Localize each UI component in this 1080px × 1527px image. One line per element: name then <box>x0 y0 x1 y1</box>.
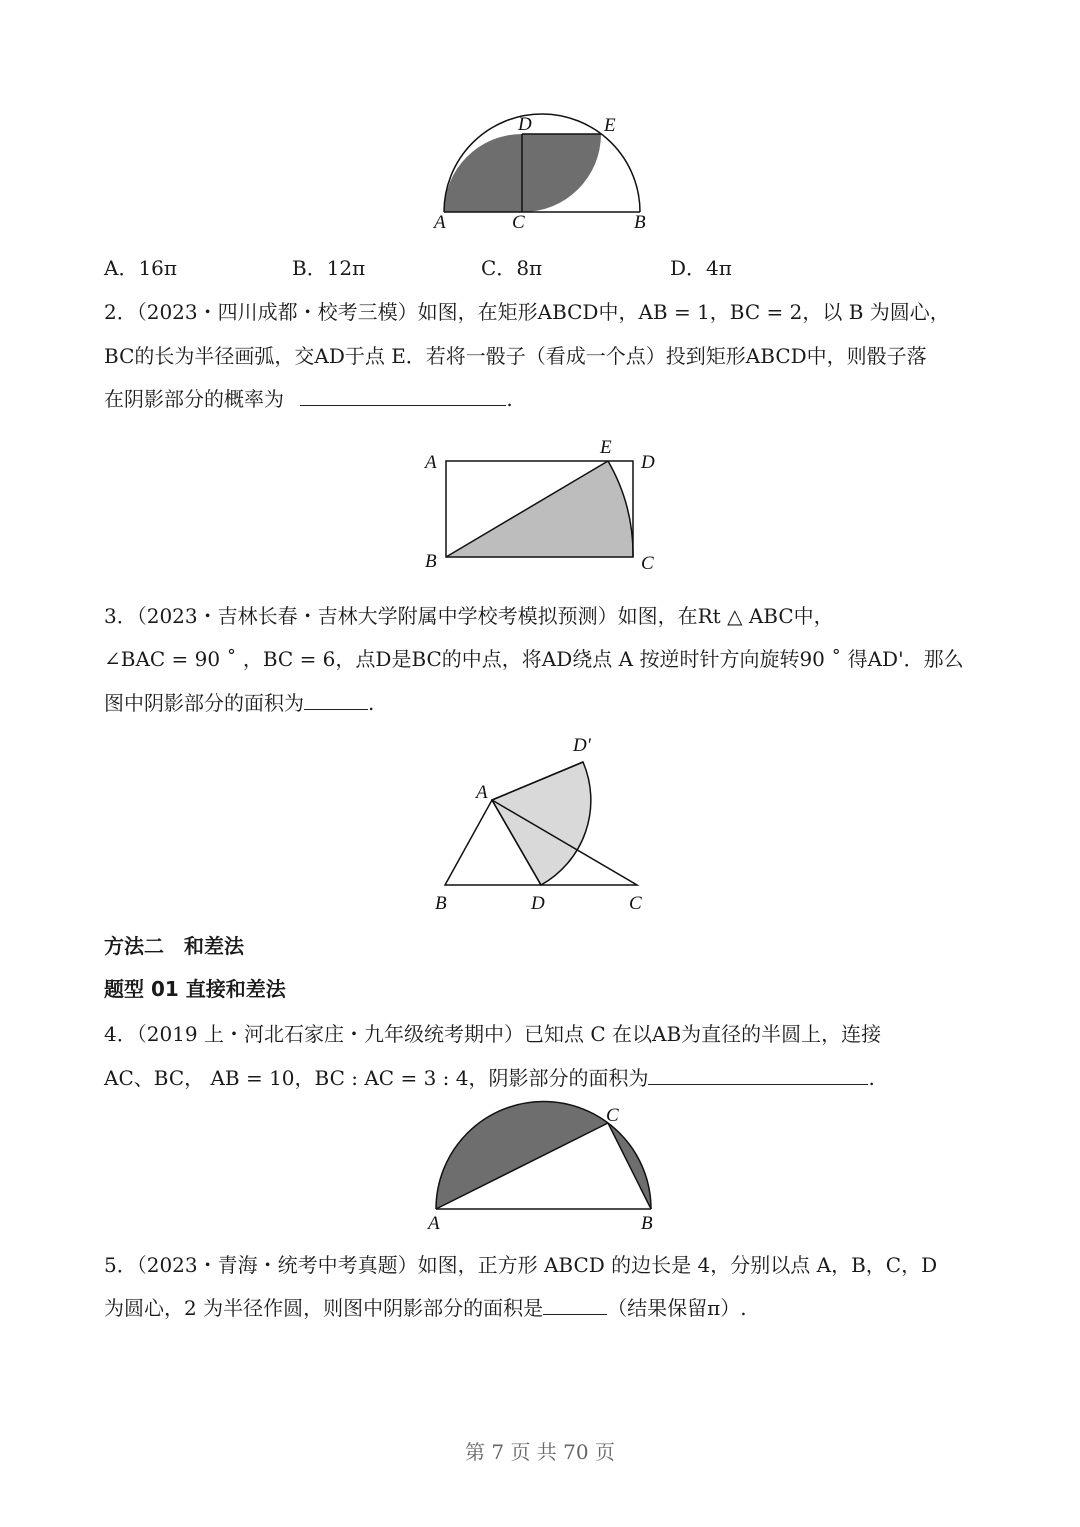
label-A: A <box>428 1213 440 1234</box>
q2-line-1: 2．（2023・四川成都・校考三模）如图，在矩形ABCD中，AB = 1，BC = 2，以 B 为圆心， <box>104 300 950 324</box>
label-D-prime: D′ <box>573 735 591 756</box>
figure-q3 <box>0 730 1080 920</box>
label-B: B <box>641 1213 653 1234</box>
q2-line-3-text: 在阴影部分的概率为 <box>104 387 284 411</box>
option-d <box>670 250 732 286</box>
q2-line-2: BC的长为半径画弧，交AD于点 E．若将一骰子（看成一个点）投到矩形ABCD中，则骰子落 <box>104 344 927 368</box>
label-C: C <box>606 1105 619 1126</box>
option-d-key: D． <box>670 256 707 280</box>
label-D: D <box>641 452 655 473</box>
q2-line-3 <box>104 377 513 421</box>
label-B: B <box>425 551 437 572</box>
q4-line-1: 4．（2019 上・河北石家庄・九年级统考期中）已知点 C 在以AB为直径的半圆上，连接 <box>104 1022 882 1046</box>
answer-blank-q4[interactable] <box>648 1064 868 1085</box>
shaded-sector <box>446 461 633 557</box>
q3-line-3 <box>104 681 374 725</box>
label-B: B <box>634 212 646 233</box>
q2-end: . <box>506 387 513 411</box>
q5-line-1: 5．（2023・青海・统考中考真题）如图，正方形 ABCD 的边长是 4，分别以点 A，B，C，D <box>104 1253 938 1277</box>
shaded-segment-AC <box>436 1102 608 1210</box>
page-footer: 第 7 页 共 70 页 <box>465 1440 615 1464</box>
q4-end: . <box>868 1066 875 1090</box>
label-E: E <box>604 115 616 136</box>
label-D: D <box>531 893 545 914</box>
shaded-region-right <box>522 134 601 212</box>
q4-line-2 <box>104 1056 875 1100</box>
option-b-value: 12π <box>326 256 366 280</box>
option-a-value: 16π <box>138 256 178 280</box>
option-c <box>481 250 542 286</box>
figure-q4 <box>0 1095 1080 1235</box>
label-A: A <box>434 212 446 233</box>
q5-line-2-text: 为圆心，2 为半径作圆，则图中阴影部分的面积是 <box>104 1296 544 1320</box>
q3-line-3-text: 图中阴影部分的面积为 <box>104 691 304 715</box>
chord-BC <box>608 1123 651 1209</box>
answer-blank-q3[interactable] <box>304 689 368 710</box>
option-a <box>104 250 177 286</box>
label-C: C <box>512 212 525 233</box>
label-B: B <box>435 893 447 914</box>
q3-line-2: ∠BAC = 90 ˚ ，BC = 6，点D是BC的中点，将AD绕点 A 按逆时针方向旋转90 ˚ 得AD'．那么 <box>104 647 964 671</box>
shaded-sector <box>492 762 591 885</box>
label-E: E <box>600 437 612 458</box>
method-heading: 方法二 和差法 <box>104 934 244 958</box>
answer-blank-q5[interactable] <box>543 1294 607 1315</box>
q4-line-2-text: AC、BC， AB = 10，BC : AC = 3 : 4，阴影部分的面积为 <box>104 1066 649 1090</box>
option-b-key: B． <box>292 256 327 280</box>
label-C: C <box>641 553 654 574</box>
figure-q1 <box>0 0 1080 260</box>
label-C: C <box>629 893 642 914</box>
q5-line-2-end: （结果保留π）. <box>607 1296 747 1320</box>
option-a-key: A． <box>104 256 139 280</box>
figure-q2 <box>0 430 1080 590</box>
q3-end: . <box>368 691 375 715</box>
option-b <box>292 250 365 286</box>
option-c-key: C． <box>481 256 517 280</box>
type-heading: 题型 01 直接和差法 <box>104 977 286 1001</box>
label-D: D <box>518 114 532 135</box>
label-A: A <box>476 782 488 803</box>
q3-line-1: 3．（2023・吉林长春・吉林大学附属中学校考模拟预测）如图，在Rt △ ABC中， <box>104 604 834 628</box>
shaded-region-left <box>444 134 522 212</box>
option-d-value: 4π <box>706 256 732 280</box>
option-c-value: 8π <box>516 256 543 280</box>
q5-line-2 <box>104 1286 747 1330</box>
answer-blank-q2[interactable] <box>300 385 506 406</box>
label-A: A <box>425 452 437 473</box>
